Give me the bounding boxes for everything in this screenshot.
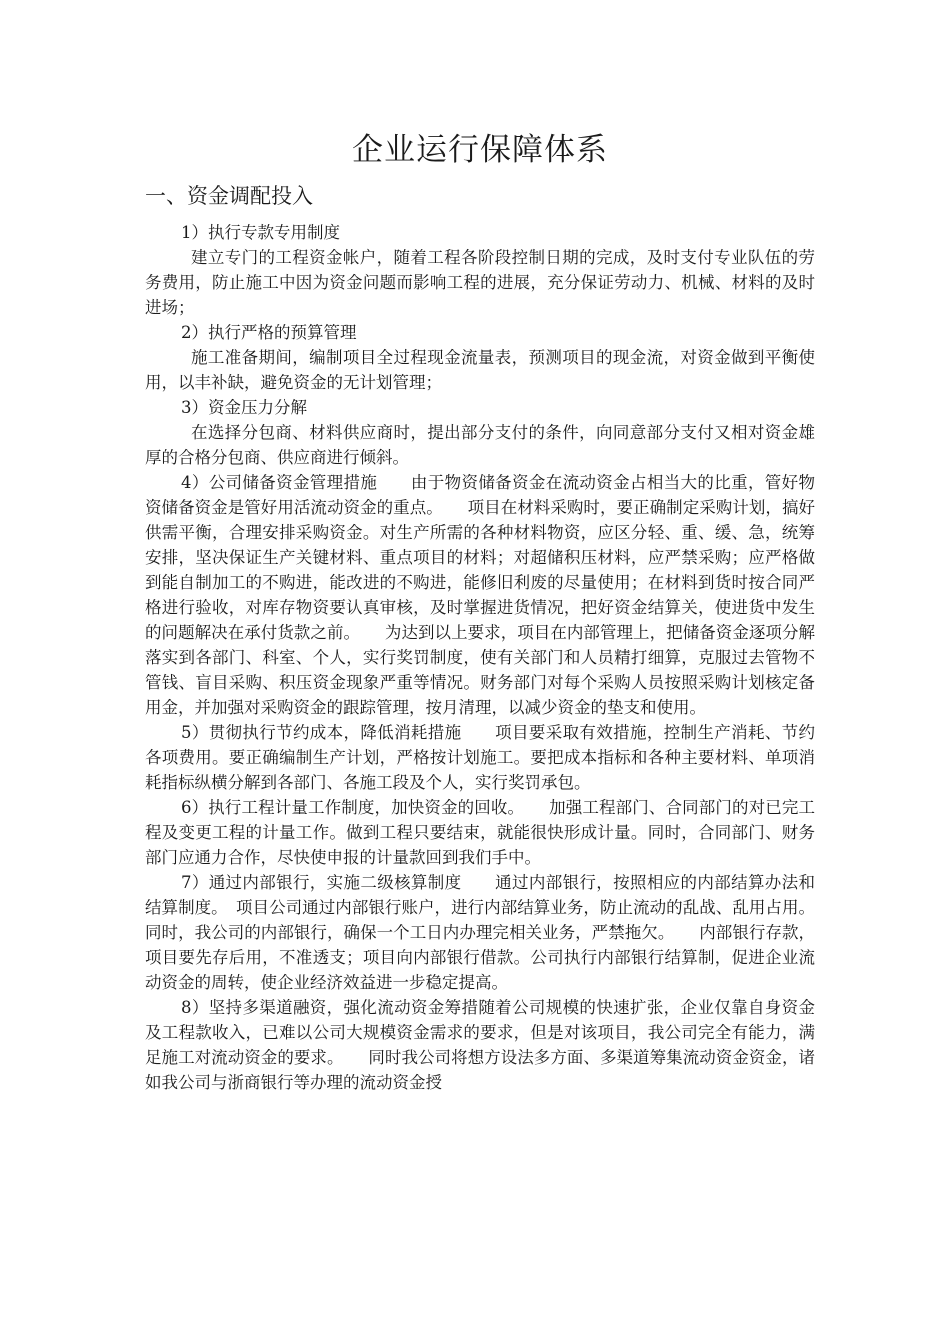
item-3 bbox=[145, 395, 815, 470]
document-page bbox=[145, 128, 815, 1095]
item-body: 5）贯彻执行节约成本，降低消耗措施 项目要采取有效措施，控制生产消耗、节约各项费用。要正确编制生产计划，严格按计划施工。要把成本指标和各种主要材料、单项消耗指标纵横分解到各部门、各施工段及个人，实行奖罚承包。 bbox=[145, 723, 815, 792]
item-5 bbox=[145, 720, 815, 795]
item-body: 4）公司储备资金管理措施 由于物资储备资金在流动资金占相当大的比重，管好物资储备资金是管好用活流动资金的重点。 项目在材料采购时，要正确制定采购计划，搞好供需平衡，合理安排采购资金。对生产所需的各种材料物资，应区分轻、重、缓、急，统筹安排，坚决保证生产关键材料、重点项目的材料；对超储积压材料，应严禁采购；应严格做到能自制加工的不购进，能改进的不购进，能修旧利废的尽量使用；在材料到货时按合同严格进行验收，对库存物资要认真审核，及时掌握进货情况，把好资金结算关，使进货中发生的问题解决在承付货款之前。 为达到以上要求，项目在内部管理上，把储备资金逐项分解落实到各部门、科室、个人，实行奖罚制度，使有关部门和人员精打细算，克服过去管物不管钱、盲目采购、积压资金现象严重等情况。财务部门对每个采购人员按照采购计划核定备用金，并加强对采购资金的跟踪管理，按月清理，以减少资金的垫支和使用。 bbox=[145, 473, 815, 717]
item-7 bbox=[145, 870, 815, 995]
section-heading: 一、资金调配投入 bbox=[145, 184, 313, 208]
item-body: 在选择分包商、材料供应商时，提出部分支付的条件，向同意部分支付又相对资金雄厚的合格分包商、供应商进行倾斜。 bbox=[145, 423, 815, 467]
item-4 bbox=[145, 470, 815, 720]
item-heading: 2）执行严格的预算管理 bbox=[181, 323, 357, 342]
item-8 bbox=[145, 995, 815, 1095]
item-body: 建立专门的工程资金帐户，随着工程各阶段控制日期的完成，及时支付专业队伍的劳务费用，防止施工中因为资金问题而影响工程的进展，充分保证劳动力、机械、材料的及时进场； bbox=[145, 248, 815, 317]
item-heading: 1）执行专款专用制度 bbox=[181, 223, 340, 242]
document-title: 企业运行保障体系 bbox=[352, 132, 608, 168]
item-body: 8）坚持多渠道融资，强化流动资金筹措随着公司规模的快速扩张，企业仅靠自身资金及工程款收入，已难以公司大规模资金需求的要求，但是对该项目，我公司完全有能力，满足施工对流动资金的要求。 同时我公司将想方设法多方面、多渠道筹集流动资金资金，诸如我公司与浙商银行等办理的流动资金授 bbox=[145, 998, 815, 1092]
item-2 bbox=[145, 320, 815, 395]
item-body: 7）通过内部银行，实施二级核算制度 通过内部银行，按照相应的内部结算办法和结算制度。 项目公司通过内部银行账户，进行内部结算业务，防止流动的乱战、乱用占用。同时，我公司的内部银行，确保一个工日内办理完相关业务，严禁拖欠。 内部银行存款，项目要先存后用，不准透支；项目向内部银行借款。公司执行内部银行结算制，促进企业流动资金的周转，使企业经济效益进一步稳定提高。 bbox=[145, 873, 815, 992]
item-6 bbox=[145, 795, 815, 870]
item-body: 施工准备期间，编制项目全过程现金流量表，预测项目的现金流，对资金做到平衡使用，以丰补缺，避免资金的无计划管理； bbox=[145, 348, 815, 392]
item-1 bbox=[145, 220, 815, 320]
item-body: 6）执行工程计量工作制度，加快资金的回收。 加强工程部门、合同部门的对已完工程及变更工程的计量工作。做到工程只要结束，就能很快形成计量。同时，合同部门、财务部门应通力合作，尽快使申报的计量款回到我们手中。 bbox=[145, 798, 815, 867]
item-heading: 3）资金压力分解 bbox=[181, 398, 307, 417]
